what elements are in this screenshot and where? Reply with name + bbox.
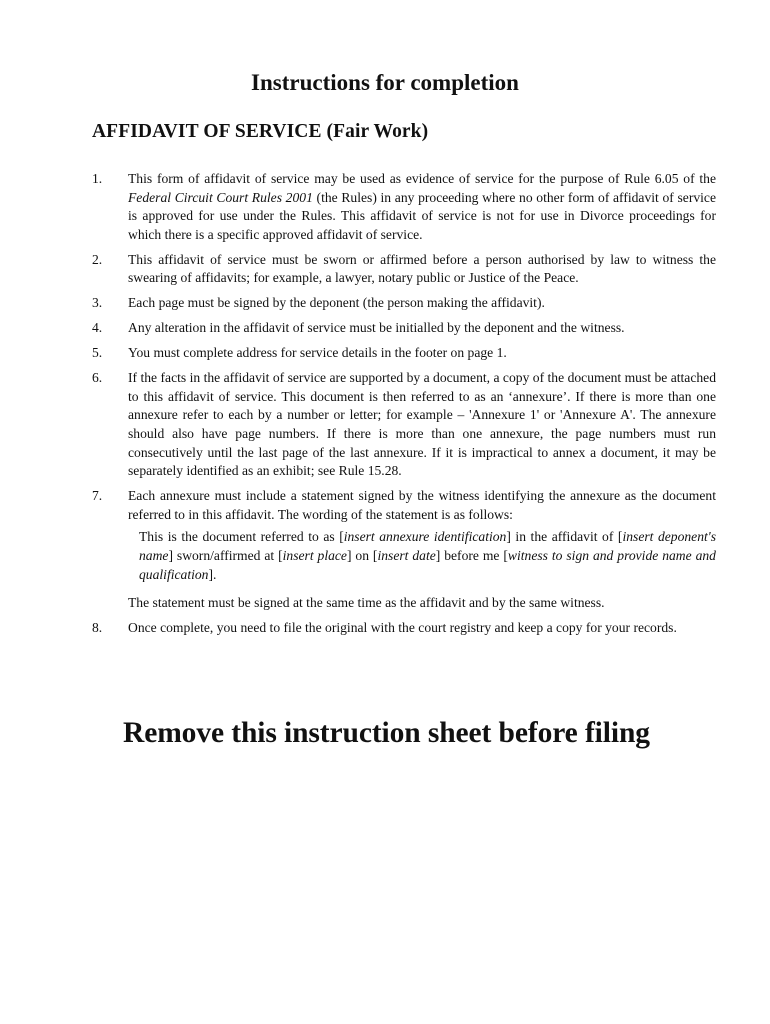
item-text: You must complete address for service details in the footer on page 1. xyxy=(128,345,507,361)
item-text: If the facts in the affidavit of service are supported by a document, a copy of the document must be attached to this affidavit of service. This document is then referred to as an ‘annexure’. If there is more than one annexure refer to each by a number or letter; for example – 'Annexure 1' or 'Annexure A'. The annexure should also have page numbers. If there is more than one annexure, the page numbers must run consecutively until the last page of the last annexure. If it is impractical to annex a document, it may be separately identified as an exhibit; see Rule 15.28. xyxy=(128,370,716,479)
item-number: 5. xyxy=(92,345,103,361)
instruction-item-3 xyxy=(92,294,716,313)
item-number: 7. xyxy=(92,488,103,504)
item-text: Any alteration in the affidavit of service must be initialled by the deponent and the witness. xyxy=(128,320,625,336)
item-number: 2. xyxy=(92,251,103,267)
form-subtitle: AFFIDAVIT OF SERVICE (Fair Work) xyxy=(92,121,429,142)
item-text: This affidavit of service must be sworn or affirmed before a person authorised by law to witness the swearing of affidavits; for example, a lawyer, notary public or Justice of the Peace. xyxy=(128,251,716,286)
item-number: 1. xyxy=(92,171,103,186)
instruction-item-5 xyxy=(92,344,716,363)
instruction-list xyxy=(92,170,716,644)
item-number: 3. xyxy=(92,295,103,311)
final-notice: Remove this instruction sheet before filing xyxy=(123,717,650,749)
rules-citation: Federal Circuit Court Rules 2001 xyxy=(128,189,313,205)
item-text: This form of affidavit of service may be used as evidence of service for the purpose of Rule 6.05 of the Federal Circuit Court Rules 2001 (the Rules) in any proceeding where no other form of affidavit of service is approved for use under the Rules. This affidavit of service is not for use in Divorce proceedings for which there is a specific approved affidavit of service. xyxy=(128,171,716,242)
page-title: Instructions for completion xyxy=(251,70,519,95)
instruction-item-6 xyxy=(92,369,716,481)
instruction-item-4 xyxy=(92,319,716,338)
statement-wording: This is the document referred to as [insert annexure identification] in the affidavit of [insert deponent's name] sworn/affirmed at [insert place] on [insert date] before me [witness to sign and provide name and qualification]. xyxy=(139,529,716,582)
instruction-item-7 xyxy=(92,487,716,613)
item-text: Each annexure must include a statement signed by the witness identifying the annexure as the document referred to in this affidavit. The wording of the statement is as follows: xyxy=(128,488,716,522)
statement-note: The statement must be signed at the same time as the affidavit and by the same witness. xyxy=(128,595,605,611)
item-number: 4. xyxy=(92,320,103,336)
item-body xyxy=(128,487,716,613)
instruction-item-8 xyxy=(92,619,716,638)
item-text: Once complete, you need to file the original with the court registry and keep a copy for your records. xyxy=(128,620,677,636)
instruction-item-2 xyxy=(92,251,716,288)
item-text: Each page must be signed by the deponent (the person making the affidavit). xyxy=(128,295,545,311)
instruction-item-1 xyxy=(92,170,716,244)
item-number: 6. xyxy=(92,370,103,386)
item-number: 8. xyxy=(92,620,103,636)
